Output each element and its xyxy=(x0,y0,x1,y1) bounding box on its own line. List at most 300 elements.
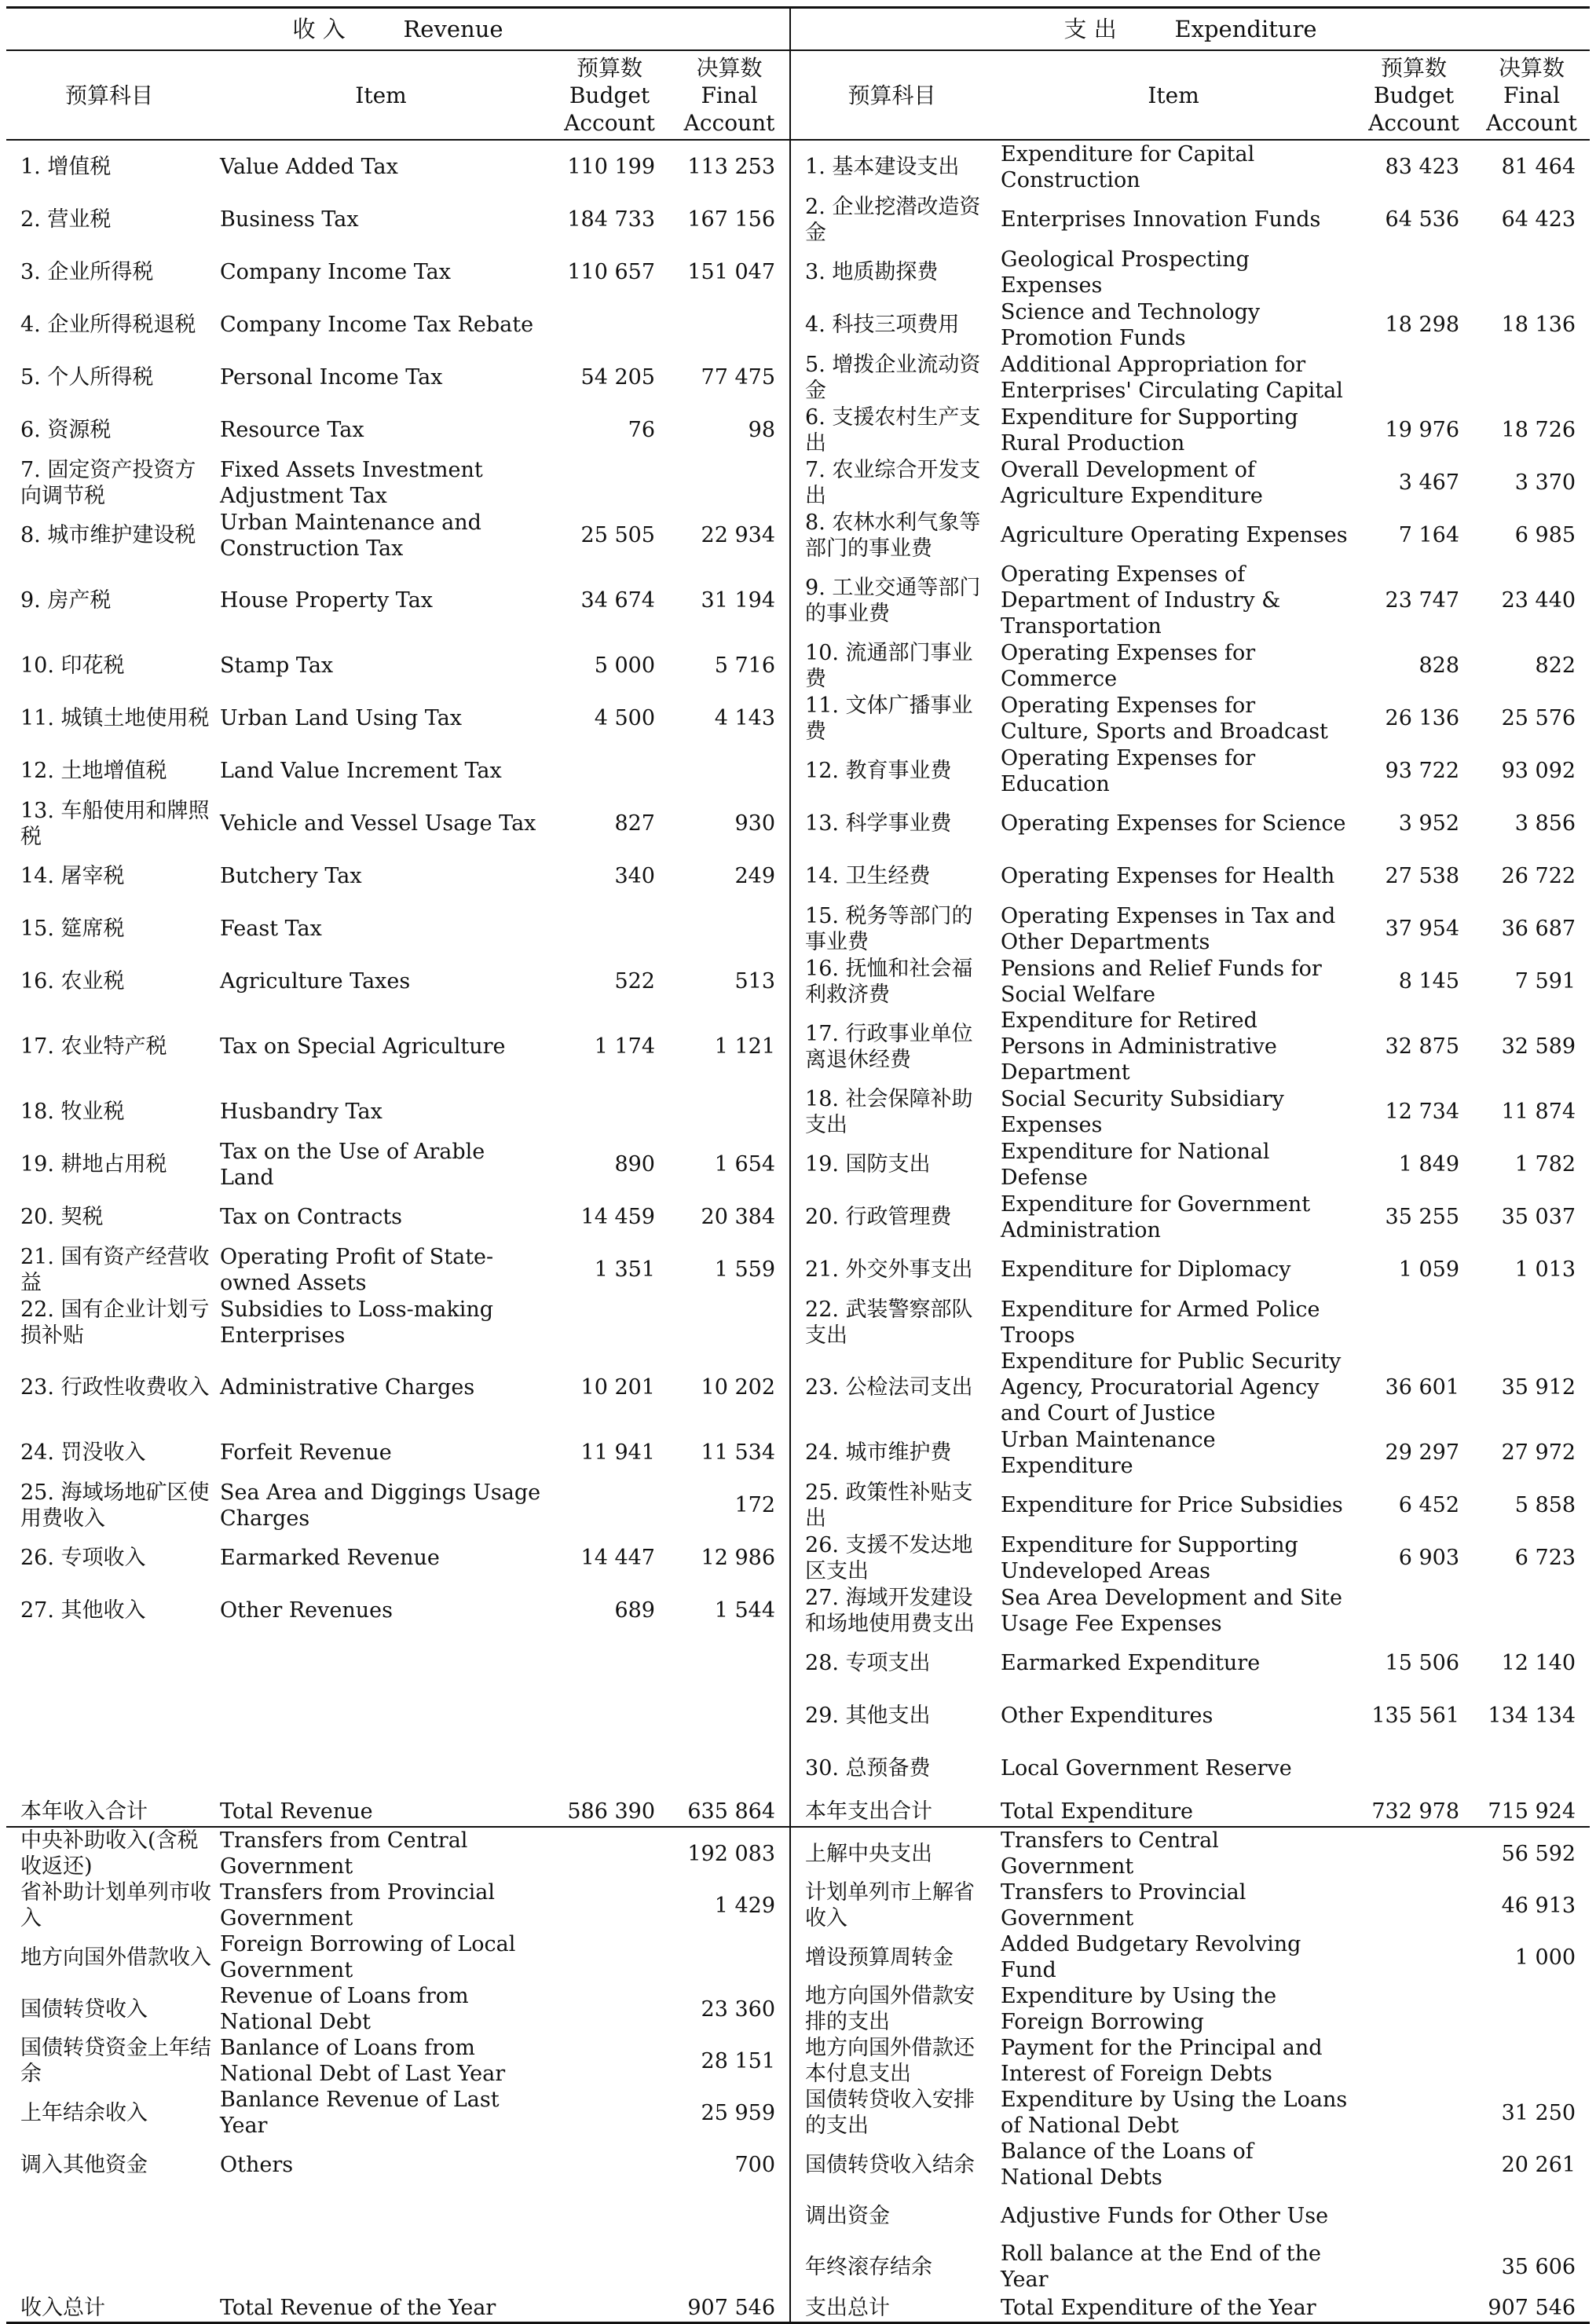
revenue-final xyxy=(669,1742,790,1795)
revenue-item-en: Company Income Tax Rebate xyxy=(220,313,534,337)
expenditure-item-en: Operating Expenses for Culture, Sports and Broadcast xyxy=(1001,693,1328,744)
expenditure-item-en: Sea Area Development and Site Usage Fee Expenses xyxy=(1001,1585,1342,1636)
revenue-budget: 14 459 xyxy=(580,1205,655,1229)
expenditure-item-zh: 26. 支援不发达地区支出 xyxy=(805,1532,973,1583)
revenue-final xyxy=(669,2241,790,2293)
revenue-budget: 11 941 xyxy=(580,1440,655,1465)
expenditure-final: 20 261 xyxy=(1501,2152,1576,2177)
expenditure-budget xyxy=(1354,1931,1473,1983)
revenue-item-en: Urban Land Using Tax xyxy=(220,706,463,730)
revenue-final xyxy=(669,745,790,797)
table-row xyxy=(6,639,1590,692)
expenditure-final xyxy=(1473,246,1590,298)
revenue-title-en: Revenue xyxy=(403,15,503,42)
revenue-item-en: Foreign Borrowing of Local Government xyxy=(220,1932,516,1982)
table-row xyxy=(6,745,1590,797)
revenue-item-zh: 17. 农业特产税 xyxy=(20,1034,167,1059)
expenditure-item-en: Expenditure for Supporting Rural Production xyxy=(1001,404,1298,456)
expenditure-final: 35 037 xyxy=(1501,1205,1576,1229)
expenditure-item-zh: 20. 行政管理费 xyxy=(805,1205,952,1229)
expenditure-budget: 32 875 xyxy=(1385,1034,1460,1059)
revenue-budget xyxy=(550,1637,669,1689)
expenditure-budget: 93 722 xyxy=(1385,759,1460,783)
expenditure-budget: 29 297 xyxy=(1385,1440,1460,1465)
expenditure-final: 27 972 xyxy=(1501,1440,1576,1465)
expenditure-final: 31 250 xyxy=(1501,2100,1576,2125)
table-row xyxy=(6,1689,1590,1742)
expenditure-item-en: Operating Expenses for Commerce xyxy=(1001,640,1256,691)
expenditure-final: 7 591 xyxy=(1514,969,1576,994)
expenditure-item-en: Expenditure by Using the Loans of National Debt xyxy=(1001,2088,1348,2138)
budget-table-sheet xyxy=(6,6,1590,2324)
expenditure-item-zh: 5. 增拨企业流动资金 xyxy=(805,352,981,403)
expenditure-item-zh: 7. 农业综合开发支出 xyxy=(805,457,981,508)
revenue-item-zh: 25. 海域场地矿区使用费收入 xyxy=(20,1480,210,1531)
table-row xyxy=(6,955,1590,1008)
revenue-budget xyxy=(550,1931,669,1983)
revenue-item-en: Company Income Tax xyxy=(220,260,451,284)
revenue-item-en: Administrative Charges xyxy=(220,1375,475,1400)
grand-expenditure-zh: 支出总计 xyxy=(790,2293,993,2323)
revenue-final xyxy=(669,902,790,955)
expenditure-item-zh: 9. 工业交通等部门的事业费 xyxy=(805,575,981,626)
expenditure-budget xyxy=(1354,351,1473,404)
grand-revenue-budget xyxy=(550,2293,669,2323)
expenditure-final: 64 423 xyxy=(1501,207,1576,232)
revenue-budget xyxy=(550,298,669,351)
expenditure-budget xyxy=(1354,2139,1473,2190)
revenue-item-en: Value Added Tax xyxy=(220,155,398,179)
expenditure-final xyxy=(1473,1584,1590,1637)
revenue-section-title xyxy=(6,8,790,51)
revenue-final: 1 429 xyxy=(669,1879,790,1931)
revenue-final: 10 202 xyxy=(669,1349,790,1426)
expenditure-final: 3 370 xyxy=(1514,470,1576,495)
revenue-final xyxy=(669,1085,790,1138)
expenditure-budget: 6 452 xyxy=(1398,1493,1460,1517)
revenue-col-final: 决算数 Final Account xyxy=(669,50,790,140)
table-row xyxy=(6,1637,1590,1689)
table-row xyxy=(6,1296,1590,1349)
revenue-item-zh xyxy=(6,1689,212,1742)
expenditure-final xyxy=(1473,351,1590,404)
expenditure-final: 93 092 xyxy=(1501,759,1576,783)
revenue-item-en: Transfers from Central Government xyxy=(220,1828,468,1879)
expenditure-item-en: Expenditure for Public Security Agency, Procuratorial Agency and Court of Justice xyxy=(1001,1349,1342,1426)
expenditure-final: 32 589 xyxy=(1501,1034,1576,1059)
expenditure-budget: 828 xyxy=(1418,653,1460,678)
expenditure-item-zh: 21. 外交外事支出 xyxy=(805,1257,973,1282)
expenditure-budget: 6 903 xyxy=(1398,1546,1460,1570)
revenue-item-en: Other Revenues xyxy=(220,1598,393,1623)
expenditure-budget: 135 561 xyxy=(1371,1704,1460,1728)
expenditure-item-en: Adjustive Funds for Other Use xyxy=(1001,2203,1329,2228)
revenue-item-en: Others xyxy=(220,2152,294,2177)
revenue-budget: 14 447 xyxy=(580,1546,655,1570)
revenue-item-zh: 调入其他资金 xyxy=(20,2152,148,2177)
expenditure-final: 6 723 xyxy=(1514,1546,1576,1570)
table-row xyxy=(6,1008,1590,1085)
expenditure-item-en: Expenditure for Government Administration xyxy=(1001,1191,1311,1243)
expenditure-item-en: Operating Expenses of Department of Industry & Transportation xyxy=(1001,562,1281,639)
revenue-final: 22 934 xyxy=(669,509,790,562)
expenditure-budget xyxy=(1354,246,1473,298)
revenue-item-en xyxy=(212,2241,550,2293)
expenditure-final: 11 874 xyxy=(1501,1100,1576,1124)
expenditure-final: 1 000 xyxy=(1514,1945,1576,1970)
revenue-item-zh: 中央补助收入(含税收返还) xyxy=(20,1828,199,1879)
revenue-item-en: Stamp Tax xyxy=(220,653,334,678)
total-revenue-budget: 586 390 xyxy=(550,1795,669,1827)
expenditure-item-en: Agriculture Operating Expenses xyxy=(1001,523,1348,547)
revenue-budget: 34 674 xyxy=(580,588,655,613)
expenditure-item-en: Balance of the Loans of National Debts xyxy=(1001,2139,1254,2190)
revenue-item-zh: 22. 国有企业计划亏损补贴 xyxy=(20,1297,210,1348)
expenditure-final: 1 013 xyxy=(1514,1257,1576,1282)
column-header-row xyxy=(6,50,1590,140)
expenditure-item-en: Pensions and Relief Funds for Social Welfare xyxy=(1001,956,1322,1007)
revenue-item-en: Feast Tax xyxy=(220,917,322,941)
grand-revenue-zh: 收入总计 xyxy=(6,2293,212,2323)
expenditure-final: 46 913 xyxy=(1501,1893,1576,1918)
expenditure-col-budget: 预算数 Budget Account xyxy=(1354,50,1473,140)
expenditure-final: 26 722 xyxy=(1501,864,1576,888)
expenditure-item-zh: 12. 教育事业费 xyxy=(805,759,952,783)
expenditure-item-en: Overall Development of Agriculture Expenditure xyxy=(1001,457,1263,508)
total-row xyxy=(6,1795,1590,1827)
expenditure-item-en: Payment for the Principal and Interest of Foreign Debts xyxy=(1001,2036,1323,2086)
expenditure-item-zh: 调出资金 xyxy=(805,2203,891,2228)
revenue-budget xyxy=(550,1742,669,1795)
expenditure-final: 12 140 xyxy=(1501,1651,1576,1675)
expenditure-item-zh: 22. 武装警察部队支出 xyxy=(805,1297,973,1348)
expenditure-budget xyxy=(1354,2241,1473,2293)
grand-expenditure-en: Total Expenditure of the Year xyxy=(993,2293,1354,2323)
expenditure-budget xyxy=(1354,2087,1473,2139)
revenue-item-en xyxy=(212,1689,550,1742)
revenue-final: 1 121 xyxy=(669,1008,790,1085)
expenditure-budget: 18 298 xyxy=(1385,313,1460,337)
expenditure-item-zh: 国债转贷收入结余 xyxy=(805,2152,976,2177)
revenue-item-zh: 19. 耕地占用税 xyxy=(20,1152,167,1177)
revenue-col-budget: 预算数 Budget Account xyxy=(550,50,669,140)
table-row xyxy=(6,509,1590,562)
expenditure-section-title xyxy=(790,8,1590,51)
table-row xyxy=(6,1827,1590,1879)
revenue-item-en: Banlance Revenue of Last Year xyxy=(220,2088,500,2138)
revenue-final: 98 xyxy=(669,404,790,456)
revenue-item-zh: 12. 土地增值税 xyxy=(20,759,167,783)
expenditure-col-item-zh: 预算科目 xyxy=(790,50,993,140)
table-row xyxy=(6,2241,1590,2293)
grand-total-row xyxy=(6,2293,1590,2323)
expenditure-final: 25 576 xyxy=(1501,706,1576,730)
expenditure-item-en: Expenditure for Price Subsidies xyxy=(1001,1493,1343,1517)
expenditure-item-zh: 4. 科技三项费用 xyxy=(805,313,960,337)
total-expenditure-zh: 本年支出合计 xyxy=(790,1795,993,1827)
revenue-item-en: Transfers from Provincial Government xyxy=(220,1880,496,1931)
total-revenue-en: Total Revenue xyxy=(212,1795,550,1827)
table-row xyxy=(6,1085,1590,1138)
expenditure-budget: 36 601 xyxy=(1385,1375,1460,1400)
expenditure-item-en: Expenditure for National Defense xyxy=(1001,1139,1270,1190)
revenue-budget xyxy=(550,1983,669,2035)
revenue-final: 4 143 xyxy=(669,692,790,745)
expenditure-budget xyxy=(1354,2190,1473,2241)
revenue-item-zh xyxy=(6,1742,212,1795)
revenue-item-zh: 地方向国外借款收入 xyxy=(20,1945,211,1970)
revenue-item-zh: 24. 罚没收入 xyxy=(20,1440,146,1465)
expenditure-item-zh: 13. 科学事业费 xyxy=(805,811,952,836)
revenue-item-zh: 15. 筵席税 xyxy=(20,917,125,941)
grand-expenditure-final: 907 546 xyxy=(1473,2293,1590,2323)
revenue-item-zh: 5. 个人所得税 xyxy=(20,365,154,390)
table-row xyxy=(6,1532,1590,1584)
expenditure-budget xyxy=(1354,1742,1473,1795)
table-row xyxy=(6,850,1590,902)
expenditure-final: 36 687 xyxy=(1501,917,1576,941)
expenditure-item-zh: 19. 国防支出 xyxy=(805,1152,931,1177)
expenditure-budget xyxy=(1354,1879,1473,1931)
revenue-item-zh: 11. 城镇土地使用税 xyxy=(20,706,210,730)
revenue-budget xyxy=(550,456,669,509)
revenue-item-en: Personal Income Tax xyxy=(220,365,443,390)
revenue-budget: 522 xyxy=(614,969,655,994)
revenue-item-zh: 国债转贷资金上年结余 xyxy=(20,2036,211,2086)
revenue-item-en: Business Tax xyxy=(220,207,359,232)
total-expenditure-en: Total Expenditure xyxy=(993,1795,1354,1827)
expenditure-item-zh: 1. 基本建设支出 xyxy=(805,155,960,179)
expenditure-budget: 7 164 xyxy=(1398,523,1460,547)
expenditure-final: 1 782 xyxy=(1514,1152,1576,1177)
expenditure-final: 56 592 xyxy=(1501,1841,1576,1866)
revenue-item-en: Subsidies to Loss-making Enterprises xyxy=(220,1297,494,1348)
total-revenue-zh: 本年收入合计 xyxy=(6,1795,212,1827)
expenditure-budget: 64 536 xyxy=(1385,207,1460,232)
expenditure-final xyxy=(1473,2035,1590,2087)
expenditure-budget: 37 954 xyxy=(1385,917,1460,941)
expenditure-final: 35 912 xyxy=(1501,1375,1576,1400)
table-row xyxy=(6,1243,1590,1296)
revenue-final: 12 986 xyxy=(669,1532,790,1584)
revenue-final: 77 475 xyxy=(669,351,790,404)
total-body xyxy=(6,1795,1590,1827)
revenue-final: 11 534 xyxy=(669,1426,790,1479)
section-header-row xyxy=(6,8,1590,51)
total-expenditure-final: 715 924 xyxy=(1473,1795,1590,1827)
revenue-final: 31 194 xyxy=(669,562,790,639)
expenditure-final: 18 136 xyxy=(1501,313,1576,337)
revenue-item-en: Operating Profit of State-owned Assets xyxy=(220,1244,494,1295)
expenditure-budget: 1 849 xyxy=(1398,1152,1460,1177)
revenue-budget xyxy=(550,902,669,955)
expenditure-item-en: Earmarked Expenditure xyxy=(1001,1651,1261,1675)
revenue-budget: 340 xyxy=(614,864,655,888)
revenue-budget xyxy=(550,1827,669,1879)
revenue-final xyxy=(669,2190,790,2241)
expenditure-col-final: 决算数 Final Account xyxy=(1473,50,1590,140)
expenditure-item-zh: 8. 农林水利气象等部门的事业费 xyxy=(805,510,981,561)
revenue-item-zh: 2. 营业税 xyxy=(20,207,112,232)
revenue-item-en: Fixed Assets Investment Adjustment Tax xyxy=(220,457,483,508)
expenditure-item-zh: 27. 海域开发建设和场地使用费支出 xyxy=(805,1585,976,1636)
revenue-budget: 890 xyxy=(614,1152,655,1177)
expenditure-item-zh: 地方向国外借款安排的支出 xyxy=(805,1984,976,2034)
revenue-col-item-en: Item xyxy=(212,50,550,140)
revenue-budget: 184 733 xyxy=(567,207,655,232)
revenue-item-zh: 6. 资源税 xyxy=(20,418,112,442)
table-row xyxy=(6,456,1590,509)
expenditure-budget: 12 734 xyxy=(1385,1100,1460,1124)
revenue-final: 1 559 xyxy=(669,1243,790,1296)
expenditure-budget xyxy=(1354,1983,1473,2035)
expenditure-item-zh: 3. 地质勘探费 xyxy=(805,260,939,284)
expenditure-budget: 27 538 xyxy=(1385,864,1460,888)
revenue-item-en: Husbandry Tax xyxy=(220,1100,383,1124)
revenue-final: 113 253 xyxy=(669,140,790,193)
expenditure-budget: 23 747 xyxy=(1385,588,1460,613)
expenditure-item-en: Expenditure for Armed Police Troops xyxy=(1001,1297,1320,1348)
revenue-budget xyxy=(550,745,669,797)
revenue-final: 28 151 xyxy=(669,2035,790,2087)
main-items-body xyxy=(6,140,1590,1795)
revenue-final xyxy=(669,1637,790,1689)
table-row xyxy=(6,1479,1590,1532)
revenue-final: 172 xyxy=(669,1479,790,1532)
revenue-item-en: Earmarked Revenue xyxy=(220,1546,440,1570)
table-row xyxy=(6,692,1590,745)
revenue-budget xyxy=(550,2035,669,2087)
expenditure-budget: 8 145 xyxy=(1398,969,1460,994)
expenditure-item-en: Expenditure for Supporting Undeveloped Areas xyxy=(1001,1532,1298,1583)
expenditure-budget: 15 506 xyxy=(1385,1651,1460,1675)
expenditure-item-zh: 2. 企业挖潜改造资金 xyxy=(805,194,981,245)
expenditure-final xyxy=(1473,1296,1590,1349)
expenditure-item-en: Expenditure for Capital Construction xyxy=(1001,141,1255,192)
expenditure-budget: 3 467 xyxy=(1398,470,1460,495)
revenue-item-en: Butchery Tax xyxy=(220,864,362,888)
expenditure-item-en: Science and Technology Promotion Funds xyxy=(1001,299,1261,350)
revenue-col-item-zh: 预算科目 xyxy=(6,50,212,140)
expenditure-item-en: Transfers to Provincial Government xyxy=(1001,1880,1246,1931)
revenue-budget: 827 xyxy=(614,811,655,836)
total-revenue-final: 635 864 xyxy=(669,1795,790,1827)
expenditure-item-zh: 上解中央支出 xyxy=(805,1841,933,1866)
expenditure-item-zh: 地方向国外借款还本付息支出 xyxy=(805,2036,976,2086)
revenue-item-zh: 7. 固定资产投资方向调节税 xyxy=(20,457,196,508)
revenue-final: 151 047 xyxy=(669,246,790,298)
revenue-final: 513 xyxy=(669,955,790,1008)
table-row xyxy=(6,1931,1590,1983)
revenue-budget: 54 205 xyxy=(580,365,655,390)
revenue-item-zh xyxy=(6,2241,212,2293)
grand-revenue-en: Total Revenue of the Year xyxy=(212,2293,550,2323)
table-row xyxy=(6,1983,1590,2035)
expenditure-final: 81 464 xyxy=(1501,155,1576,179)
expenditure-item-en: Expenditure by Using the Foreign Borrowing xyxy=(1001,1984,1277,2034)
table-row xyxy=(6,1191,1590,1243)
revenue-item-en xyxy=(212,1742,550,1795)
revenue-item-en: Tax on Contracts xyxy=(220,1205,403,1229)
expenditure-item-en: Roll balance at the End of the Year xyxy=(1001,2242,1321,2292)
expenditure-item-zh: 23. 公检法司支出 xyxy=(805,1375,973,1400)
revenue-item-zh: 4. 企业所得税退税 xyxy=(20,313,196,337)
revenue-item-zh: 20. 契税 xyxy=(20,1205,104,1229)
revenue-item-zh: 省补助计划单列市收入 xyxy=(20,1880,211,1931)
revenue-budget: 1 351 xyxy=(594,1257,655,1282)
revenue-final xyxy=(669,1931,790,1983)
table-row xyxy=(6,797,1590,850)
table-row xyxy=(6,351,1590,404)
revenue-item-en: Sea Area and Diggings Usage Charges xyxy=(220,1480,541,1531)
expenditure-budget: 26 136 xyxy=(1385,706,1460,730)
revenue-item-en: Urban Maintenance and Construction Tax xyxy=(220,510,481,561)
expenditure-item-en: Operating Expenses in Tax and Other Departments xyxy=(1001,903,1336,954)
revenue-final xyxy=(669,1689,790,1742)
expenditure-item-zh: 15. 税务等部门的事业费 xyxy=(805,903,973,954)
revenue-budget xyxy=(550,1479,669,1532)
expenditure-item-en: Expenditure for Diplomacy xyxy=(1001,1257,1291,1282)
revenue-title-zh: 收 入 xyxy=(292,15,346,42)
revenue-final: 249 xyxy=(669,850,790,902)
expenditure-item-zh: 国债转贷收入安排的支出 xyxy=(805,2088,976,2138)
revenue-final: 25 959 xyxy=(669,2087,790,2139)
expenditure-item-zh: 18. 社会保障补助支出 xyxy=(805,1086,973,1137)
expenditure-budget: 35 255 xyxy=(1385,1205,1460,1229)
grand-revenue-final: 907 546 xyxy=(669,2293,790,2323)
revenue-budget xyxy=(550,2139,669,2190)
revenue-final xyxy=(669,456,790,509)
expenditure-final: 134 134 xyxy=(1488,1704,1576,1728)
revenue-item-en: Revenue of Loans from National Debt xyxy=(220,1984,469,2034)
expenditure-budget xyxy=(1354,1296,1473,1349)
revenue-budget xyxy=(550,2241,669,2293)
grand-expenditure-budget xyxy=(1354,2293,1473,2323)
expenditure-item-zh: 14. 卫生经费 xyxy=(805,864,931,888)
table-row xyxy=(6,1584,1590,1637)
revenue-item-en: Banlance of Loans from National Debt of Last Year xyxy=(220,2036,506,2086)
revenue-item-en xyxy=(212,2190,550,2241)
table-row xyxy=(6,2035,1590,2087)
revenue-item-zh: 18. 牧业税 xyxy=(20,1100,125,1124)
expenditure-final xyxy=(1473,1742,1590,1795)
expenditure-item-en: Operating Expenses for Education xyxy=(1001,745,1256,796)
expenditure-item-zh: 28. 专项支出 xyxy=(805,1651,931,1675)
revenue-final: 1 654 xyxy=(669,1138,790,1191)
revenue-item-en: Vehicle and Vessel Usage Tax xyxy=(220,811,536,836)
revenue-item-zh xyxy=(6,2190,212,2241)
expenditure-item-zh: 16. 抚恤和社会福利救济费 xyxy=(805,956,973,1007)
revenue-item-zh: 10. 印花税 xyxy=(20,653,125,678)
revenue-item-zh xyxy=(6,1637,212,1689)
revenue-budget: 25 505 xyxy=(580,523,655,547)
revenue-budget: 110 199 xyxy=(567,155,655,179)
revenue-item-zh: 8. 城市维护建设税 xyxy=(20,523,196,547)
table-row xyxy=(6,2139,1590,2190)
expenditure-item-en: Added Budgetary Revolving Fund xyxy=(1001,1932,1301,1982)
expenditure-item-zh: 年终滚存结余 xyxy=(805,2254,933,2279)
revenue-budget: 110 657 xyxy=(567,260,655,284)
expenditure-item-zh: 6. 支援农村生产支出 xyxy=(805,404,981,456)
revenue-final: 930 xyxy=(669,797,790,850)
table-row xyxy=(6,902,1590,955)
table-row xyxy=(6,404,1590,456)
revenue-item-zh: 9. 房产税 xyxy=(20,588,112,613)
expenditure-final: 23 440 xyxy=(1501,588,1576,613)
table-row xyxy=(6,2087,1590,2139)
expenditure-item-zh: 10. 流通部门事业费 xyxy=(805,640,973,691)
revenue-budget: 1 174 xyxy=(594,1034,655,1059)
